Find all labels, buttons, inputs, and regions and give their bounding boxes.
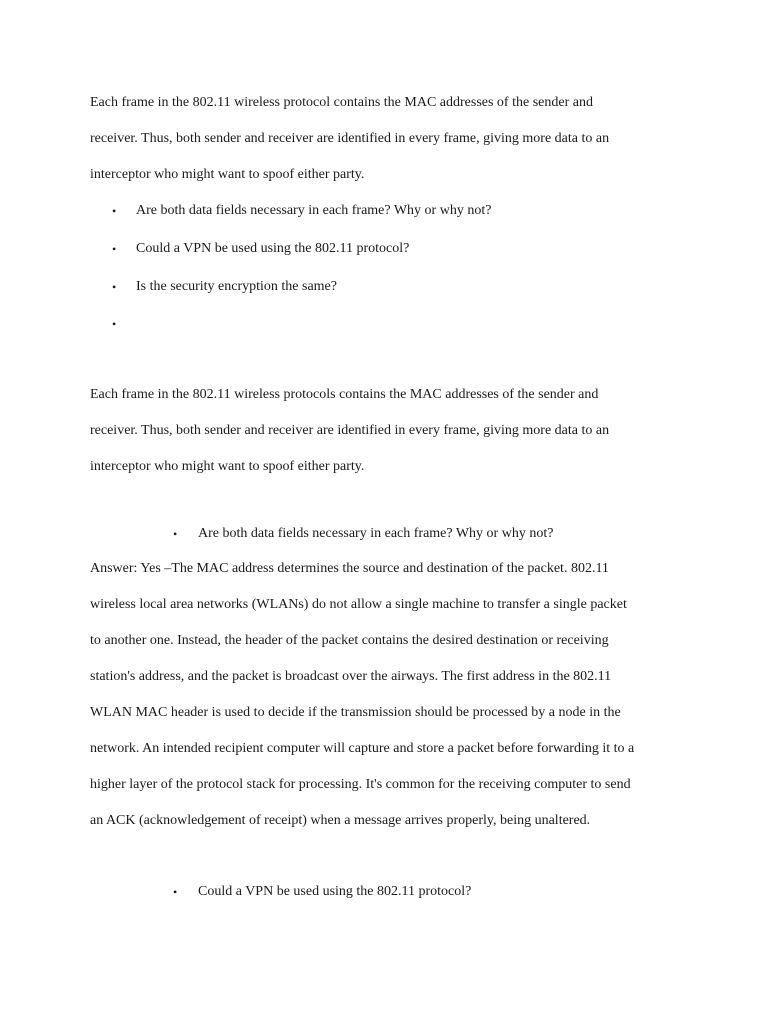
paragraph-line: network. An intended recipient computer will capture and store a packet before forwarding it to a bbox=[90, 741, 635, 756]
paragraph-line: Each frame in the 802.11 wireless protocol contains the MAC addresses of the sender and bbox=[90, 95, 593, 110]
paragraph-line: Answer: Yes –The MAC address determines the source and destination of the packet. 802.11 bbox=[90, 561, 609, 576]
repeat-paragraph bbox=[90, 377, 690, 485]
bullet-icon: • bbox=[112, 280, 117, 294]
answer-paragraph bbox=[90, 551, 690, 839]
list-item-text: Could a VPN be used using the 802.11 protocol? bbox=[136, 241, 410, 256]
paragraph-line: Each frame in the 802.11 wireless protocols contains the MAC addresses of the sender and bbox=[90, 387, 599, 402]
list-item-text: Is the security encryption the same? bbox=[136, 279, 337, 294]
paragraph-line: station's address, and the packet is broadcast over the airways. The first address in the 802.11 bbox=[90, 669, 612, 684]
bullet-icon: • bbox=[112, 242, 117, 256]
paragraph-line: receiver. Thus, both sender and receiver are identified in every frame, giving more data to an bbox=[90, 131, 610, 146]
paragraph-line: an ACK (acknowledgement of receipt) when a message arrives properly, being unaltered. bbox=[90, 813, 591, 828]
paragraph-line: interceptor who might want to spoof either party. bbox=[90, 459, 365, 474]
paragraph-line: higher layer of the protocol stack for processing. It's common for the receiving computer to send bbox=[90, 777, 631, 792]
paragraph-line: wireless local area networks (WLANs) do not allow a single machine to transfer a single packet bbox=[90, 597, 627, 612]
paragraph-line: WLAN MAC header is used to decide if the transmission should be processed by a node in the bbox=[90, 705, 621, 720]
intro-paragraph bbox=[90, 85, 690, 193]
paragraph-line: receiver. Thus, both sender and receiver are identified in every frame, giving more data to an bbox=[90, 423, 610, 438]
bullet-icon: • bbox=[173, 885, 178, 899]
bullet-icon: • bbox=[112, 204, 117, 218]
list-item-text: Are both data fields necessary in each frame? Why or why not? bbox=[136, 203, 492, 218]
paragraph-line: interceptor who might want to spoof either party. bbox=[90, 167, 365, 182]
paragraph-line: to another one. Instead, the header of the packet contains the desired destination or receiving bbox=[90, 633, 609, 648]
question-one-text: Are both data fields necessary in each frame? Why or why not? bbox=[198, 526, 554, 541]
bullet-icon: • bbox=[112, 317, 117, 331]
question-two-text: Could a VPN be used using the 802.11 protocol? bbox=[198, 884, 472, 899]
bullet-icon: • bbox=[173, 527, 178, 541]
